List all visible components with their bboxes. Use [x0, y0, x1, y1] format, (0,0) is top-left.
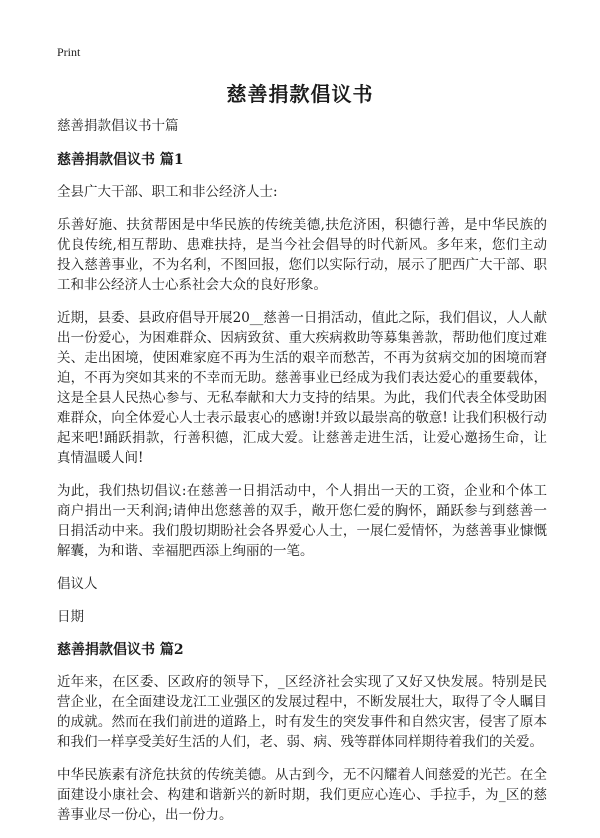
- signature-proposer: 倡议人: [57, 576, 98, 592]
- paragraph: 近年来，在区委、区政府的领导下，_区经济社会实现了又好又快发展。特别是民营企业，在全面建设龙江工业强区的发展过程中，不断发展壮大，取得了令人瞩目的成就。然而在我们前进的道路上，时有发生的突发事件和自然灾害，侵害了原本和我们一样享受美好生活的人们，老、弱、病、残等群体同样期待着我们的关爱。: [57, 674, 547, 750]
- page-title: 慈善捐款倡议书: [226, 82, 374, 106]
- salutation: 全县广大干部、职工和非公经济人士:: [57, 184, 278, 200]
- paragraph: 乐善好施、扶贫帮困是中华民族的传统美德,扶危济困，积德行善，是中华民族的优良传统,相互帮助、患难扶持，是当今社会倡导的时代新风。多年来，您们主动投入慈善事业，不为名利，不图回报，您们以实际行动，展示了肥西广大干部、职工和非公经济人士心系社会大众的良好形象。: [57, 217, 547, 293]
- paragraph: 中华民族素有济危扶贫的传统美德。从古到今，无不闪耀着人间慈爱的光芒。在全面建设小康社会、构建和谐新兴的新时期，我们更应心连心、手拉手，为_区的慈善事业尽一份心，出一份力。: [57, 767, 547, 823]
- signature-date: 日期: [57, 609, 84, 625]
- document-body: [57, 116, 547, 838]
- print-link[interactable]: Print: [57, 45, 81, 59]
- section-heading: 慈善捐款倡议书 篇2: [57, 642, 184, 658]
- section-2: [57, 640, 547, 825]
- paragraph: 为此，我们热切倡议:在慈善一日捐活动中，个人捐出一天的工资，企业和个体工商户捐出一天利润;请伸出您慈善的双手，敞开您仁爱的胸怀，踊跃参与到慈善一日捐活动中来。我们殷切期盼社会各界爱心人士，一展仁爱情怀，为慈善事业慷慨解囊，为和谐、幸福肥西添上绚丽的一笔。: [57, 483, 547, 559]
- section-1: [57, 150, 547, 627]
- section-heading: 慈善捐款倡议书 篇1: [57, 152, 184, 168]
- paragraph: 近期，县委、县政府倡导开展20__慈善一日捐活动，值此之际，我们倡议，人人献出一份爱心，为困难群众、因病致贫、重大疾病救助等募集善款，帮助他们度过难关、走出困境，使困难家庭不再为生活的艰辛而愁苦，不再为贫病交加的困境而窘迫，不再为突如其来的不幸而无助。慈善事业已经成为我们表达爱心的重要载体，这是全县人民热心参与、无私奉献和大力支持的结果。为此，我们代表全体受助困难群众，向全体爱心人士表示最衷心的感谢!并致以最崇高的敬意! 让我们积极行动起来吧!踊跃捐款，行善积德，汇成大爱。让慈善走进生活，让爱心邀扬生命，让真情温暖人间!: [57, 310, 547, 466]
- document-subtitle: 慈善捐款倡议书十篇: [57, 118, 179, 134]
